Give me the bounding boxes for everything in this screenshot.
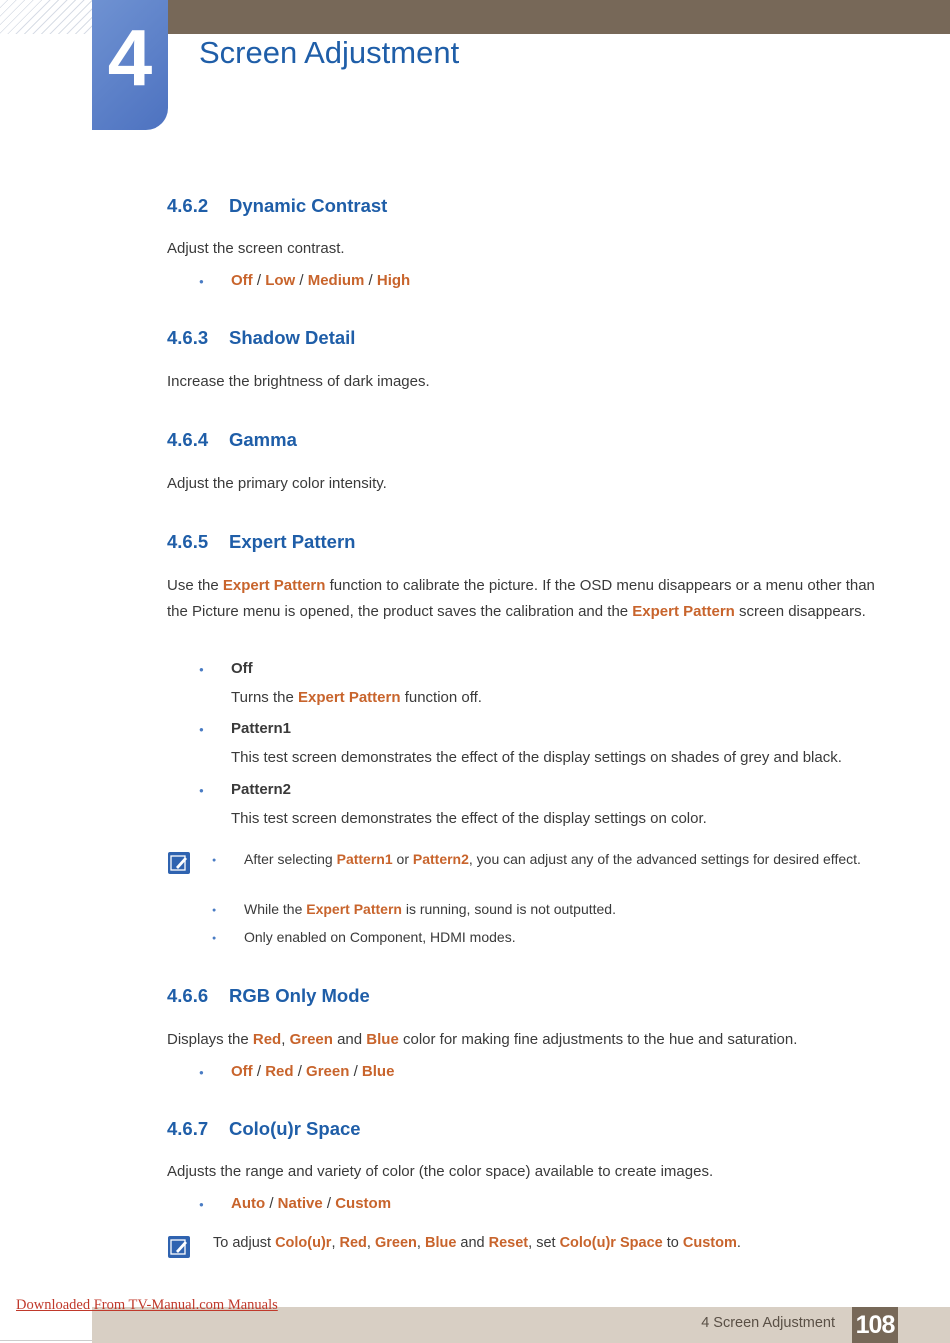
chapter-number: 4	[107, 13, 153, 102]
highlight-custom: Custom	[682, 1235, 737, 1251]
highlight-expert-pattern: Expert Pattern	[632, 602, 735, 620]
chapter-title: Screen Adjustment	[199, 35, 460, 70]
highlight-red: Red	[339, 1235, 367, 1251]
section-heading-gamma	[167, 429, 297, 451]
section-title: Shadow Detail	[229, 327, 356, 348]
highlight-green: Green	[289, 1031, 333, 1048]
note-bullet-icon	[212, 851, 220, 868]
section-title: Expert Pattern	[229, 531, 356, 552]
footer-divider	[0, 1340, 92, 1341]
footer-chapter-label: 4 Screen Adjustment	[701, 1315, 835, 1331]
option-off: Off	[231, 272, 253, 289]
note-bullet-icon	[212, 929, 220, 946]
option-separator: /	[295, 272, 308, 289]
text: While the	[244, 901, 307, 917]
page-number: 108	[852, 1307, 898, 1343]
text: and	[332, 1031, 367, 1048]
option-high: High	[376, 272, 411, 289]
note-icon	[168, 852, 190, 874]
text: Turns the	[231, 689, 298, 706]
section-number: 4.6.2	[167, 195, 209, 216]
option-auto: Auto	[231, 1195, 266, 1212]
section-description: Adjusts the range and variety of color (the color space) available to create images.	[167, 1163, 714, 1180]
bullet-icon	[199, 660, 207, 677]
note-bullet-icon	[212, 901, 220, 918]
highlight-expert-pattern: Expert Pattern	[297, 689, 401, 706]
section-heading-rgb-only-mode	[167, 985, 370, 1007]
note-item	[244, 898, 874, 920]
note-item: Only enabled on Component, HDMI modes.	[244, 929, 516, 945]
text: function to calibrate the picture. If the OSD menu disappears or a menu other than the Picture menu is opened, the product saves the calibration and the	[167, 577, 875, 620]
text: and	[456, 1235, 489, 1251]
option-description: This test screen demonstrates the effect of the display settings on color.	[231, 810, 707, 827]
option-description: This test screen demonstrates the effect of the display settings on shades of grey and black.	[231, 749, 842, 766]
text: To adjust	[213, 1235, 276, 1251]
highlight-reset: Reset	[488, 1235, 529, 1251]
option-red: Red	[265, 1063, 294, 1080]
section-description: Adjust the primary color intensity.	[167, 475, 387, 492]
section-title: Gamma	[229, 429, 297, 450]
option-off: Off	[231, 1063, 253, 1080]
section-description: Increase the brightness of dark images.	[167, 373, 430, 390]
highlight-expert-pattern: Expert Pattern	[222, 577, 326, 594]
option-list-dynamic-contrast	[231, 272, 410, 289]
section-number: 4.6.7	[167, 1118, 209, 1139]
text: Use the	[167, 577, 223, 594]
header-hatch-decoration	[0, 0, 92, 34]
section-description	[167, 1027, 877, 1053]
text: .	[736, 1235, 741, 1251]
note-icon	[168, 1236, 190, 1258]
highlight-blue: Blue	[424, 1235, 457, 1251]
highlight-green: Green	[374, 1235, 417, 1251]
bullet-icon	[199, 1063, 207, 1080]
text: color for making fine adjustments to the hue and saturation.	[398, 1031, 798, 1048]
text: function off.	[400, 689, 482, 706]
bullet-icon	[199, 1195, 207, 1212]
highlight-colour: Colo(u)r	[275, 1235, 332, 1251]
section-heading-shadow-detail	[167, 327, 355, 349]
bullet-icon	[199, 272, 207, 289]
highlight-red: Red	[252, 1031, 282, 1048]
section-number: 4.6.3	[167, 327, 209, 348]
section-number: 4.6.6	[167, 985, 209, 1006]
option-pattern2: Pattern2	[231, 781, 292, 798]
text: is running, sound is not outputted.	[401, 901, 616, 917]
section-title: Dynamic Contrast	[229, 195, 388, 216]
section-title: RGB Only Mode	[229, 985, 370, 1006]
note-color-space: To adjust Colo(u)r, Red, Green, Blue and Reset, set Colo(u)r Space to Custom.	[213, 1235, 741, 1251]
text: or	[392, 851, 413, 867]
section-title: Colo(u)r Space	[229, 1118, 361, 1139]
header-bar	[92, 0, 950, 34]
option-separator: /	[252, 1063, 266, 1080]
option-green: Green	[306, 1063, 350, 1080]
text: , set	[528, 1235, 560, 1251]
highlight-expert-pattern: Expert Pattern	[306, 901, 402, 917]
note-item	[244, 848, 874, 870]
option-native: Native	[277, 1195, 323, 1212]
section-heading-color-space	[167, 1118, 361, 1140]
bullet-icon	[199, 781, 207, 798]
text: , you can adjust any of the advanced settings for desired effect.	[468, 851, 861, 867]
section-heading-dynamic-contrast	[167, 195, 387, 217]
text: to	[662, 1235, 683, 1251]
option-low: Low	[265, 272, 296, 289]
option-separator: /	[265, 1195, 278, 1212]
option-pattern1: Pattern1	[231, 720, 292, 737]
option-description	[231, 689, 482, 706]
option-list-color-space	[231, 1195, 391, 1212]
text: screen disappears.	[734, 602, 866, 620]
text: After selecting	[244, 851, 337, 867]
option-separator: /	[252, 272, 266, 289]
highlight-colour-space: Colo(u)r Space	[559, 1235, 663, 1251]
option-separator: /	[322, 1195, 336, 1212]
option-separator: /	[364, 272, 377, 289]
text: ,	[281, 1031, 290, 1048]
section-number: 4.6.4	[167, 429, 209, 450]
section-number: 4.6.5	[167, 531, 209, 552]
option-custom: Custom	[335, 1195, 392, 1212]
option-separator: /	[349, 1063, 362, 1080]
text: Displays the	[167, 1031, 253, 1048]
highlight-pattern2: Pattern2	[412, 851, 469, 867]
bullet-icon	[199, 720, 207, 737]
highlight-blue: Blue	[366, 1031, 399, 1048]
option-off: Off	[231, 660, 253, 677]
option-separator: /	[293, 1063, 307, 1080]
option-medium: Medium	[307, 272, 365, 289]
section-description: Adjust the screen contrast.	[167, 240, 345, 257]
section-description	[167, 573, 877, 624]
highlight-pattern1: Pattern1	[336, 851, 393, 867]
option-blue: Blue	[361, 1063, 395, 1080]
option-list-rgb-only-mode	[231, 1063, 394, 1080]
section-heading-expert-pattern	[167, 531, 355, 553]
download-source-link[interactable]: Downloaded From TV-Manual.com Manuals	[16, 1297, 278, 1313]
